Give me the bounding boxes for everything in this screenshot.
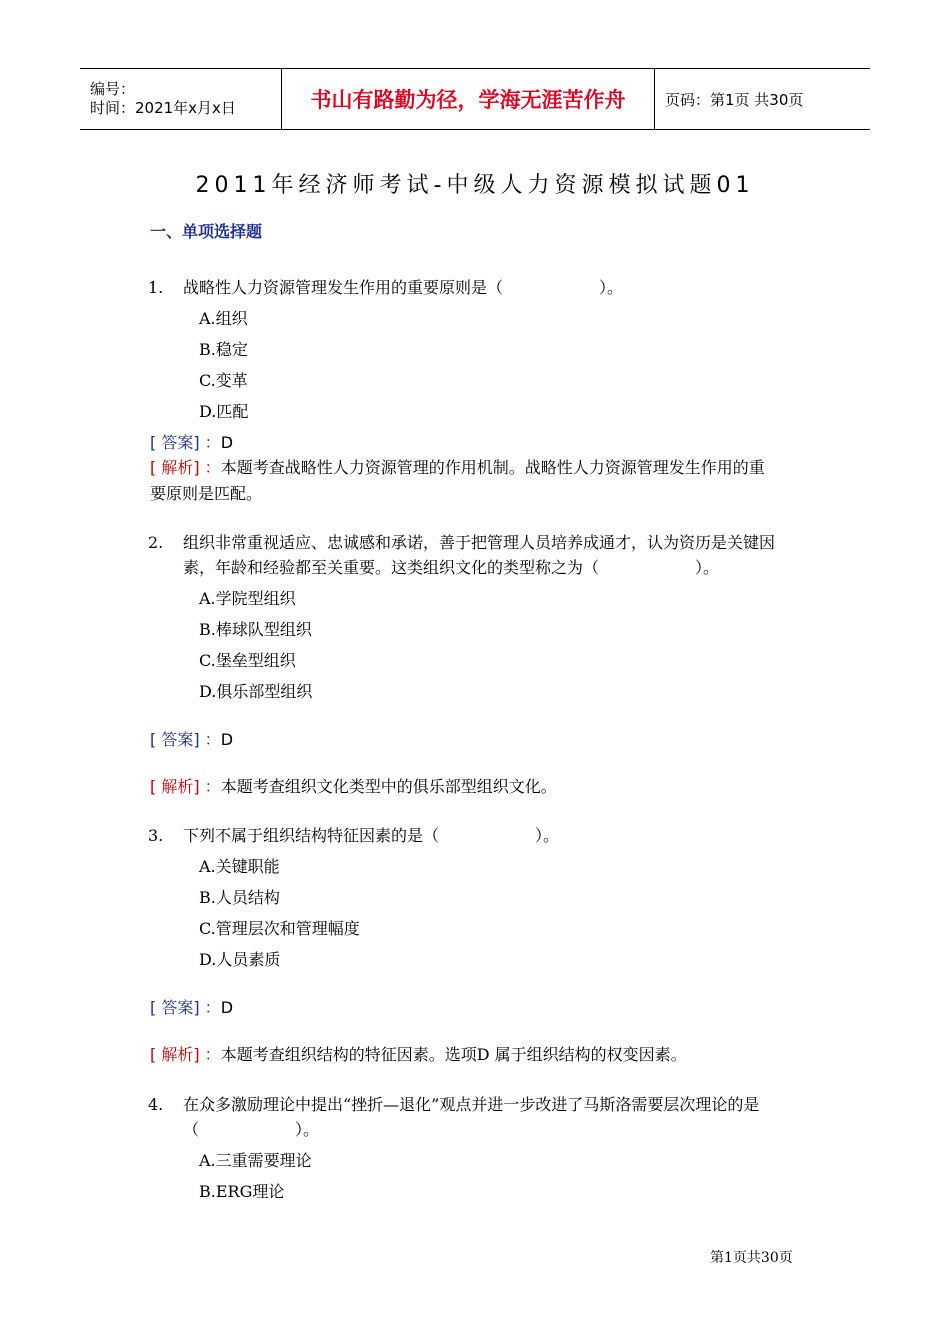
question-2-answer: [ 答案] ：D	[150, 730, 234, 749]
question-4-option-a: A.三重需要理论	[199, 1151, 312, 1170]
section-heading: 一、单项选择题	[150, 222, 263, 241]
question-1-option-a: A.组织	[199, 309, 248, 328]
question-2-option-c: C.堡垒型组织	[199, 651, 296, 670]
question-1-explanation-cont: 要原则是匹配。	[150, 484, 263, 503]
question-1-option-c: C.变革	[199, 371, 248, 390]
question-2-option-a: A.学院型组织	[199, 589, 296, 608]
header-meta	[80, 69, 282, 129]
question-2-number: 2.	[148, 533, 164, 552]
question-2-text: 组织非常重视适应、忠诚感和承诺，善于把管理人员培养成通才，认为资历是关键因	[183, 533, 776, 552]
question-1-answer: [ 答案] ：D	[150, 433, 234, 452]
question-4-number: 4.	[148, 1095, 164, 1114]
header-motto: 书山有路勤为径，学海无涯苦作舟	[282, 69, 655, 129]
question-3-number: 3.	[148, 826, 164, 845]
document-title: 2011年经济师考试-中级人力资源模拟试题01	[195, 173, 755, 198]
question-3-option-a: A.关键职能	[199, 857, 280, 876]
question-3-explanation: [ 解析] ：本题考查组织结构的特征因素。选项D 属于组织结构的权变因素。	[150, 1045, 687, 1064]
question-2-text-cont: 素，年龄和经验都至关重要。这类组织文化的类型称之为（ ）。	[183, 558, 720, 577]
question-1-explanation: [ 解析] ：本题考查战略性人力资源管理的作用机制。战略性人力资源管理发生作用的重	[150, 458, 765, 477]
question-4-text-cont: （ ）。	[183, 1120, 320, 1139]
question-4-option-b: B.ERG理论	[199, 1182, 285, 1201]
question-1-number: 1.	[148, 278, 164, 297]
code-label: 编号：	[90, 80, 136, 98]
question-3-option-c: C.管理层次和管理幅度	[199, 919, 360, 938]
header-table	[80, 68, 870, 130]
page-footer: 第1页共30页	[710, 1250, 793, 1266]
question-3-option-b: B.人员结构	[199, 888, 280, 907]
question-3-option-d: D.人员素质	[199, 950, 281, 969]
question-4-text: 在众多激励理论中提出“挫折—退化”观点并进一步改进了马斯洛需要层次理论的是	[183, 1095, 760, 1114]
question-1-option-b: B.稳定	[199, 340, 248, 359]
question-1-option-d: D.匹配	[199, 402, 249, 421]
question-2-option-b: B.棒球队型组织	[199, 620, 312, 639]
question-2-option-d: D.俱乐部型组织	[199, 682, 313, 701]
header-page-label: 页码：第1页 共30页	[665, 90, 804, 109]
question-2-explanation: [ 解析] ：本题考查组织文化类型中的俱乐部型组织文化。	[150, 777, 557, 796]
date-label: 时间：2021年x月x日	[90, 99, 236, 117]
question-3-answer: [ 答案] ：D	[150, 998, 234, 1017]
question-3-text: 下列不属于组织结构特征因素的是（ ）。	[183, 826, 560, 845]
question-1-text: 战略性人力资源管理发生作用的重要原则是（ ）。	[183, 278, 624, 297]
